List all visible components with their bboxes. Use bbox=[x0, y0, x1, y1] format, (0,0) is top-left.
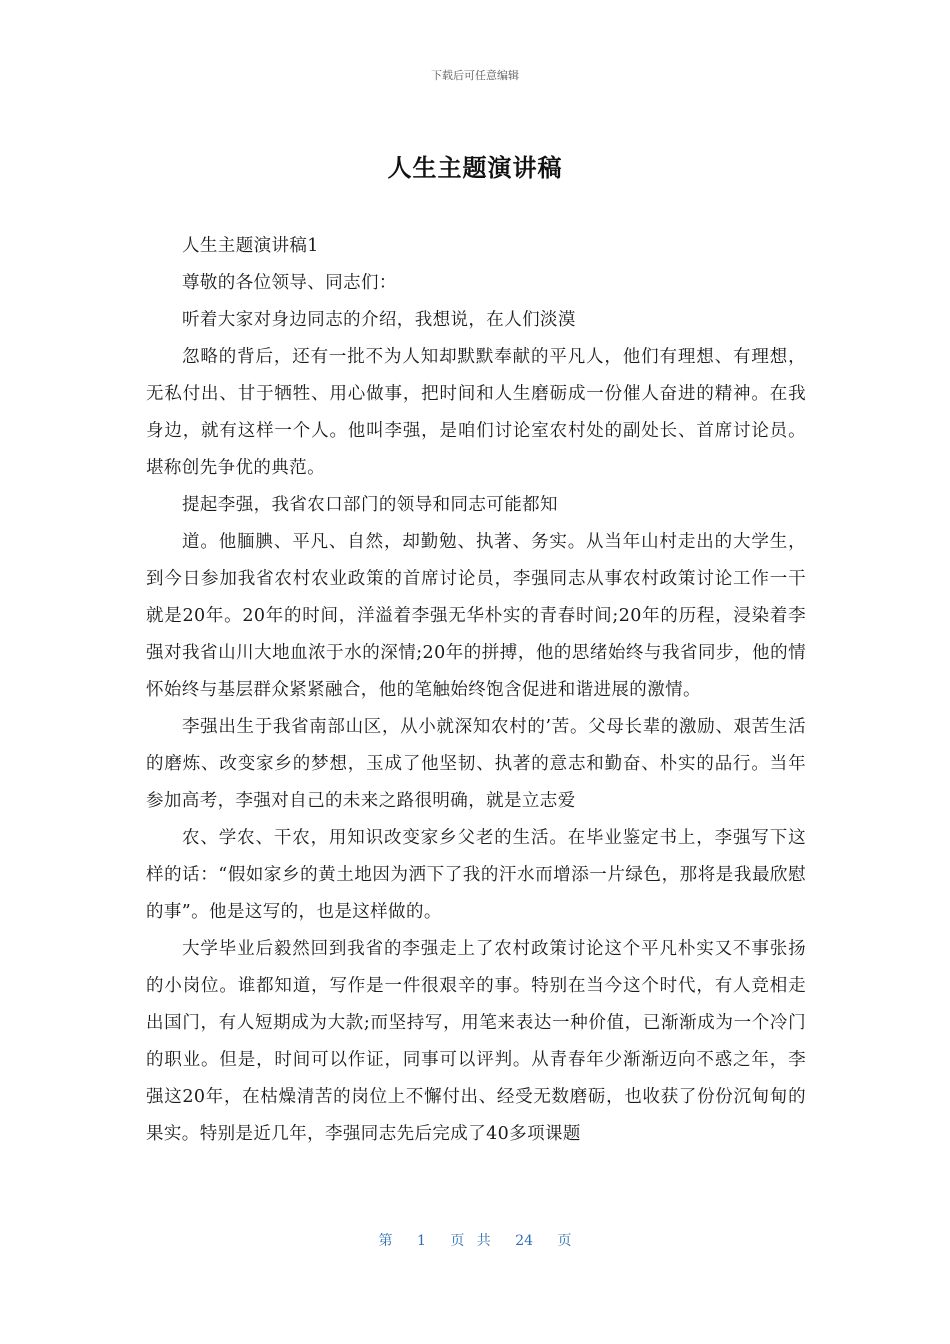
document-body bbox=[146, 228, 806, 1153]
paragraph-8: 农、学农、干农，用知识改变家乡父老的生活。在毕业鉴定书上，李强写下这样的话：“假如家乡的黄土地因为洒下了我的汗水而增添一片绿色，那将是我最欣慰的事”。他是这写的，也是这样做的。 bbox=[146, 828, 806, 922]
paragraph-4: 忽略的背后，还有一批不为人知却默默奉献的平凡人，他们有理想、有理想，无私付出、甘于牺牲、用心做事，把时间和人生磨砺成一份催人奋进的精神。在我身边，就有这样一个人。他叫李强，是咱们讨论室农村处的副处长、首席讨论员。堪称创先争优的典范。 bbox=[146, 347, 806, 478]
footer-current-page: 1 bbox=[416, 1233, 426, 1249]
footer-total-pages: 24 bbox=[515, 1233, 534, 1249]
header-note: 下载后可任意编辑 bbox=[431, 69, 519, 82]
document-title: 人生主题演讲稿 bbox=[387, 154, 563, 182]
page-footer bbox=[0, 1230, 950, 1250]
paragraph-3: 听着大家对身边同志的介绍，我想说，在人们淡漠 bbox=[182, 310, 576, 330]
paragraph-5: 提起李强，我省农口部门的领导和同志可能都知 bbox=[182, 495, 558, 515]
paragraph-6: 道。他腼腆、平凡、自然，却勤勉、执著、务实。从当年山村走出的大学生，到今日参加我省农村农业政策的首席讨论员，李强同志从事农村政策讨论工作一干就是20年。20年的时间，洋溢着李强无华朴实的青春时间;20年的历程，浸染着李强对我省山川大地血浓于水的深情;20年的拼搏，他的思绪始终与我省同步，他的情怀始终与基层群众紧紧融合，他的笔触始终饱含促进和谐进展的激情。 bbox=[146, 532, 806, 700]
paragraph-9: 大学毕业后毅然回到我省的李强走上了农村政策讨论这个平凡朴实又不事张扬的小岗位。谁都知道，写作是一件很艰辛的事。特别在当今这个时代，有人竞相走出国门，有人短期成为大款;而坚持写，用笔来表达一种价值，已渐渐成为一个冷门的职业。但是，时间可以作证，同事可以评判。从青春年少渐渐迈向不惑之年，李强这20年，在枯燥清苦的岗位上不懈付出、经受无数磨砺，也收获了份份沉甸甸的果实。特别是近几年，李强同志先后完成了40多项课题 bbox=[146, 939, 806, 1144]
paragraph-7: 李强出生于我省南部山区，从小就深知农村的’苦。父母长辈的激励、艰苦生活的磨炼、改变家乡的梦想，玉成了他坚韧、执著的意志和勤奋、朴实的品行。当年参加高考，李强对自己的未来之路很明确，就是立志爱 bbox=[146, 717, 806, 811]
paragraph-2: 尊敬的各位领导、同志们： bbox=[182, 273, 397, 293]
footer-suffix: 页 bbox=[557, 1233, 572, 1249]
paragraph-1: 人生主题演讲稿1 bbox=[182, 236, 319, 256]
footer-middle: 页 共 bbox=[450, 1233, 491, 1249]
footer-prefix: 第 bbox=[378, 1233, 393, 1249]
